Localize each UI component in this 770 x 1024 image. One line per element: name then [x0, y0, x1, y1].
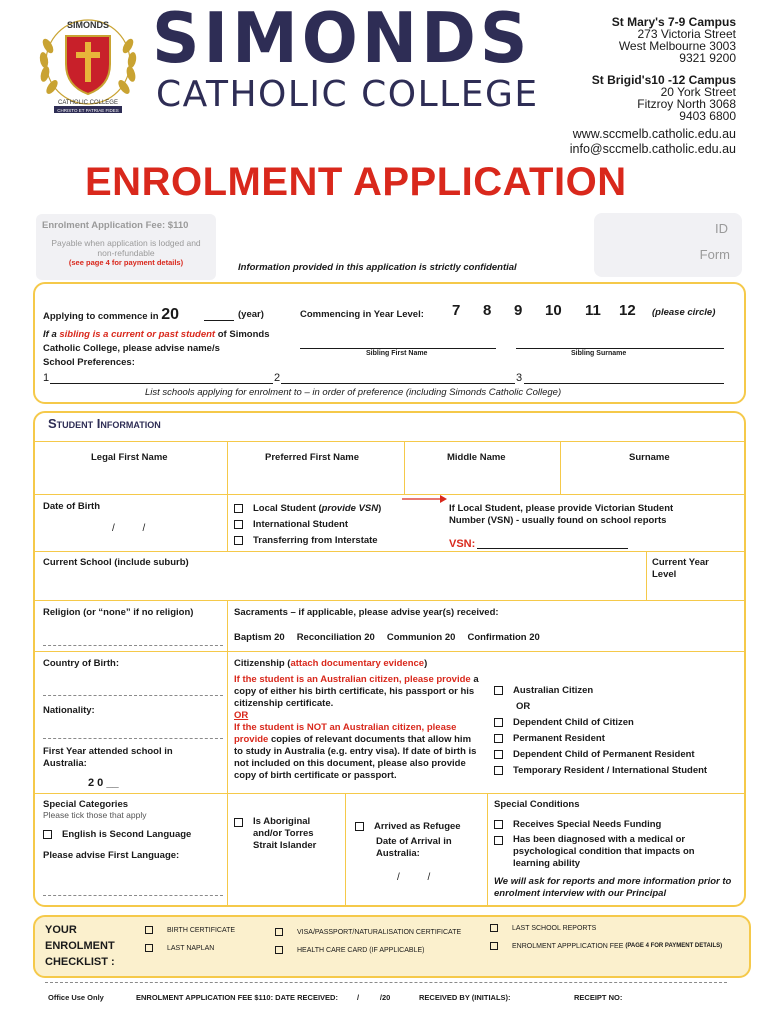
last-school-reports-item[interactable]: LAST SCHOOL REPORTS	[490, 924, 722, 932]
year-level-8[interactable]: 8	[483, 302, 492, 319]
preference-2-number: 2	[274, 372, 281, 384]
temporary-resident-option[interactable]: Temporary Resident / International Student	[494, 762, 707, 778]
first-year-field[interactable]: 2 0 __	[88, 777, 119, 789]
legal-first-name-label: Legal First Name	[91, 452, 168, 463]
preference-2-field[interactable]	[281, 383, 515, 384]
dependent-child-pr-option[interactable]: Dependent Child of Permanent Resident	[494, 746, 707, 762]
website-link[interactable]: www.sccmelb.catholic.edu.au	[572, 127, 736, 141]
dob-field[interactable]: / /	[112, 523, 146, 534]
dob-label: Date of Birth	[43, 501, 100, 512]
campus-suburb: Fitzroy North 3068	[637, 97, 736, 111]
checkbox[interactable]	[490, 924, 498, 932]
checkbox[interactable]	[494, 750, 503, 759]
arrival-date-label: Date of Arrival in Australia:	[376, 836, 452, 859]
year-level-11[interactable]: 11	[585, 302, 601, 319]
special-conditions-label: Special Conditions	[494, 799, 580, 810]
communion-field[interactable]: Communion 20	[386, 632, 456, 643]
arrow-right-icon	[400, 494, 448, 504]
level-label: Commencing in Year Level:	[300, 309, 424, 320]
date-received-field[interactable]: / /20	[357, 993, 391, 1002]
surname-label: Surname	[629, 452, 670, 463]
legal-first-name-field[interactable]	[228, 464, 403, 492]
college-name: SIMONDS	[152, 0, 532, 79]
sibling-question: If a sibling is a current or past student of Simonds Catholic College, please advise name/s School Preferences:	[43, 329, 270, 368]
id-form-box	[594, 213, 742, 277]
checklist-col-2	[275, 928, 461, 954]
checkbox[interactable]	[494, 766, 503, 775]
visa-passport-item[interactable]: VISA/PASSPORT/NATURALISATION CERTIFICATE	[275, 928, 461, 936]
current-school-label: Current School (include suburb)	[43, 557, 189, 568]
svg-text:CATHOLIC COLLEGE: CATHOLIC COLLEGE	[58, 100, 118, 106]
year-level-options	[452, 302, 652, 319]
commence-label: Applying to commence in 20	[43, 306, 180, 323]
fee-received-label: ENROLMENT APPLICATION FEE $110: DATE RECEIVED:	[136, 993, 338, 1002]
preference-1-number: 1	[43, 372, 50, 384]
checkbox[interactable]	[490, 942, 498, 950]
checkbox[interactable]	[494, 734, 503, 743]
baptism-field[interactable]: Baptism 20	[234, 632, 285, 643]
permanent-resident-option[interactable]: Permanent Resident	[494, 730, 707, 746]
fee-title: Enrolment Application Fee: $110	[42, 220, 189, 231]
confirmation-field[interactable]: Confirmation 20	[467, 632, 540, 643]
first-year-label: First Year attended school in Australia:	[43, 746, 173, 769]
year-level-10[interactable]: 10	[545, 302, 562, 319]
vsn-note: If Local Student, please provide Victorian Student Number (VSN) - usually found on school reports	[449, 503, 674, 526]
preference-note: List schools applying for enrolment to – in order of preference (including Simonds Catholic College)	[145, 387, 562, 398]
campus-st-brigids	[592, 74, 736, 122]
office-use-label: Office Use Only	[48, 993, 104, 1002]
contact-block	[570, 127, 736, 157]
checkbox[interactable]	[355, 822, 364, 831]
country-of-birth-field[interactable]	[43, 695, 223, 696]
preference-1-field[interactable]	[50, 383, 273, 384]
special-categories-label: Special Categories	[43, 799, 129, 810]
checkbox[interactable]	[234, 520, 243, 529]
checkbox[interactable]	[43, 830, 52, 839]
id-label: ID	[715, 221, 728, 236]
sibling-surname-label: Sibling Surname	[571, 350, 627, 357]
checkbox[interactable]	[494, 686, 503, 695]
campus-st-marys	[612, 16, 736, 64]
nationality-field[interactable]	[43, 738, 223, 739]
campus-address: 273 Victoria Street	[637, 27, 736, 41]
fee-subtitle: Payable when application is lodged and non-refundable	[51, 238, 201, 258]
health-care-card-item[interactable]: HEALTH CARE CARD (IF APPLICABLE)	[275, 946, 461, 954]
page-title: ENROLMENT APPLICATION	[85, 160, 627, 204]
preference-3-number: 3	[516, 372, 523, 384]
fee-note: (see page 4 for payment details)	[68, 258, 184, 267]
svg-text:SIMONDS: SIMONDS	[66, 20, 110, 30]
confidential-note: Information provided in this application is strictly confidential	[238, 262, 517, 273]
checkbox[interactable]	[494, 836, 503, 845]
circle-note: (please circle)	[652, 307, 716, 318]
preference-3-field[interactable]	[524, 383, 724, 384]
checkbox[interactable]	[234, 818, 243, 827]
checklist-col-3	[490, 924, 722, 950]
sibling-first-name-label: Sibling First Name	[366, 350, 428, 357]
section-heading: Student Information	[48, 416, 161, 431]
checkbox[interactable]	[494, 718, 503, 727]
student-status-options	[234, 500, 381, 548]
year-level-9[interactable]: 9	[514, 302, 523, 319]
sacraments-list	[234, 632, 540, 643]
checkbox[interactable]	[234, 504, 243, 513]
year-label: (year)	[238, 309, 264, 320]
special-categories-sub: Please tick those that apply	[43, 810, 147, 820]
citizenship-instructions: If the student is an Australian citizen, please provide a copy of either his birth certificate, his passport or his citizenship certificate. OR If the student is NOT an Australian citizen, please provide copies of relevant documents that allow him to study in Australia (e.g. entry visa). If date of birth is not included on this document, please also provide copy of birth certificate or passport.	[234, 674, 479, 781]
checkbox[interactable]	[234, 536, 243, 545]
birth-certificate-item[interactable]: BIRTH CERTIFICATE	[145, 926, 235, 934]
religion-field[interactable]	[43, 645, 223, 646]
sibling-first-name-field[interactable]	[300, 348, 496, 349]
college-crest-logo	[32, 8, 144, 114]
citizenship-label: Citizenship (attach documentary evidence)	[234, 658, 428, 669]
campus-suburb: West Melbourne 3003	[618, 39, 736, 53]
first-language-label: Please advise First Language:	[43, 850, 180, 861]
middle-name-label: Middle Name	[447, 452, 506, 463]
enrolment-fee-item[interactable]: ENROLMENT APPPLICATION FEE (PAGE 4 FOR PAYMENT DETAILS)	[490, 942, 722, 950]
country-of-birth-label: Country of Birth:	[43, 658, 119, 669]
commence-year-field[interactable]	[204, 320, 234, 321]
vsn-field[interactable]	[477, 548, 628, 549]
college-subname: CATHOLIC COLLEGE	[156, 74, 539, 115]
citizenship-options	[494, 682, 707, 778]
svg-text:CHRISTO ET PATRIAE FIDES: CHRISTO ET PATRIAE FIDES	[57, 108, 119, 113]
international-student-option[interactable]: International Student	[234, 516, 381, 532]
esl-option[interactable]: English is Second Language	[43, 826, 191, 842]
campus-name: St Mary's 7-9 Campus	[611, 15, 736, 29]
reconciliation-field[interactable]: Reconciliation 20	[296, 632, 375, 643]
medical-condition-option[interactable]: Has been diagnosed with a medical or psychological condition that impacts on learning ability	[494, 834, 734, 870]
current-year-level-label: Current Year Level	[652, 557, 709, 580]
campus-phone: 9321 9200	[679, 51, 736, 65]
sibling-surname-field[interactable]	[516, 348, 724, 349]
year-level-12[interactable]: 12	[619, 302, 636, 319]
year-level-7[interactable]: 7	[452, 302, 461, 319]
campus-name: St Brigid's10 -12 Campus	[591, 73, 736, 87]
aboriginal-option[interactable]: Is Aboriginal and/or Torres Strait Islander	[234, 816, 334, 852]
first-language-field[interactable]	[43, 895, 223, 896]
campus-phone: 9403 6800	[679, 109, 736, 123]
special-needs-option[interactable]: Receives Special Needs Funding	[494, 816, 661, 832]
dependent-child-citizen-option[interactable]: Dependent Child of Citizen	[494, 714, 707, 730]
local-student-option[interactable]: Local Student ( provide VSN )	[234, 500, 381, 516]
nationality-label: Nationality:	[43, 705, 95, 716]
last-naplan-item[interactable]: LAST NAPLAN	[145, 944, 235, 952]
received-by-label: RECEIVED BY (INITIALS):	[419, 993, 511, 1002]
checkbox[interactable]	[275, 928, 283, 936]
checkbox[interactable]	[145, 926, 153, 934]
checkbox[interactable]	[145, 944, 153, 952]
campus-address: 20 York Street	[660, 85, 736, 99]
checklist-title: YOUR ENROLMENT CHECKLIST :	[45, 924, 115, 968]
form-label: Form	[699, 247, 730, 262]
interstate-transfer-option[interactable]: Transferring from Interstate	[234, 532, 381, 548]
receipt-no-label: RECEIPT NO:	[574, 993, 623, 1002]
vsn-label: VSN:	[449, 538, 476, 550]
preferred-first-name-label: Preferred First Name	[265, 452, 359, 463]
fee-box	[36, 214, 216, 280]
australian-citizen-option[interactable]: Australian Citizen	[494, 682, 707, 698]
sacraments-label: Sacraments – if applicable, please advise year(s) received:	[234, 607, 499, 618]
conditions-note: We will ask for reports and more information prior to enrolment interview with our Principal	[494, 876, 732, 899]
email-link[interactable]: info@sccmelb.catholic.edu.au	[569, 142, 736, 156]
citizenship-or: OR	[516, 700, 531, 712]
checklist-col-1	[145, 926, 235, 952]
checkbox[interactable]	[494, 820, 503, 829]
office-divider	[45, 982, 727, 983]
refugee-option[interactable]: Arrived as Refugee	[355, 818, 461, 834]
religion-label: Religion (or “none” if no religion)	[43, 607, 194, 618]
arrival-date-field[interactable]: / /	[397, 872, 431, 883]
checkbox[interactable]	[275, 946, 283, 954]
